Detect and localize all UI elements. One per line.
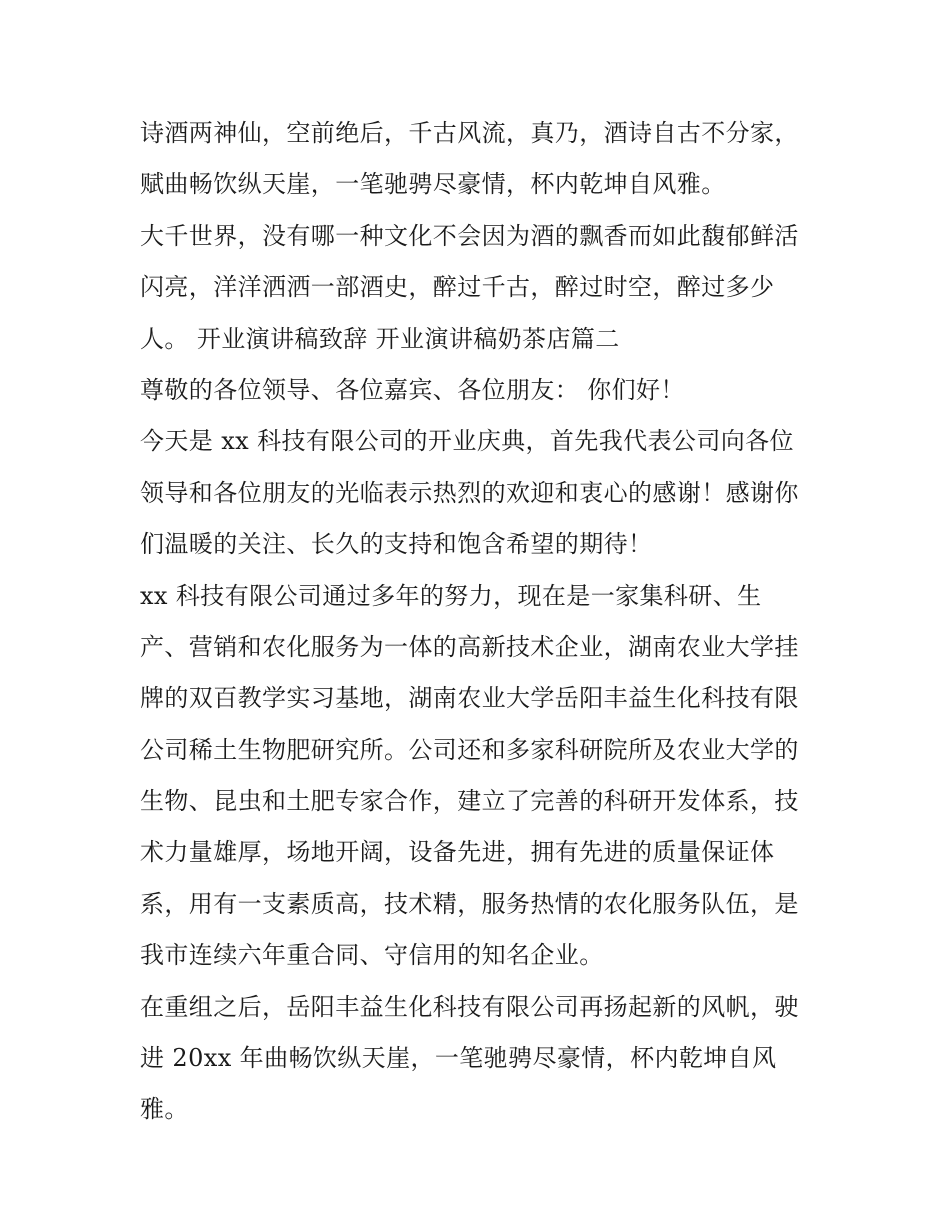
document-body <box>140 108 820 1136</box>
text-line: 系，用有一支素质高，技术精，服务热情的农化服务队伍，是 <box>140 889 799 918</box>
text-line: 今天是 xx 科技有限公司的开业庆典，首先我代表公司向各位 <box>140 427 794 456</box>
text-line: 术力量雄厚，场地开阔，设备先进，拥有先进的质量保证体 <box>140 838 775 867</box>
text-line: 产、营销和农化服务为一体的高新技术企业，湖南农业大学挂 <box>140 632 799 661</box>
text-line: 领导和各位朋友的光临表示热烈的欢迎和衷心的感谢！感谢你 <box>140 478 799 507</box>
text-line: 尊敬的各位领导、各位嘉宾、各位朋友： 你们好！ <box>140 375 685 404</box>
text-line: 们温暖的关注、长久的支持和饱含希望的期待！ <box>140 530 653 559</box>
text-line: xx 科技有限公司通过多年的努力，现在是一家集科研、生 <box>140 581 762 610</box>
text-line: 闪亮，洋洋洒洒一部酒史，醉过千古，醉过时空，醉过多少 <box>140 273 775 302</box>
text-line: 雅。 <box>140 1095 189 1124</box>
text-line: 在重组之后，岳阳丰益生化科技有限公司再扬起新的风帆，驶 <box>140 992 799 1021</box>
text-line: 牌的双百教学实习基地，湖南农业大学岳阳丰益生化科技有限 <box>140 684 799 713</box>
text-line: 大千世界，没有哪一种文化不会因为酒的飘香而如此馥郁鲜活 <box>140 221 799 250</box>
text-line: 人。 开业演讲稿致辞 开业演讲稿奶茶店篇二 <box>140 324 620 353</box>
text-line: 我市连续六年重合同、守信用的知名企业。 <box>140 941 604 970</box>
text-line: 进 20xx 年曲畅饮纵天崖，一笔驰骋尽豪情，杯内乾坤自风 <box>140 1044 777 1073</box>
text-line: 诗酒两神仙，空前绝后，千古风流，真乃，酒诗自古不分家， <box>140 119 799 147</box>
text-line: 公司稀土生物肥研究所。公司还和多家科研院所及农业大学的 <box>140 735 799 764</box>
text-line: 赋曲畅饮纵天崖，一笔驰骋尽豪情，杯内乾坤自风雅。 <box>140 170 726 199</box>
text-line: 生物、昆虫和土肥专家合作，建立了完善的科研开发体系，技 <box>140 787 799 816</box>
